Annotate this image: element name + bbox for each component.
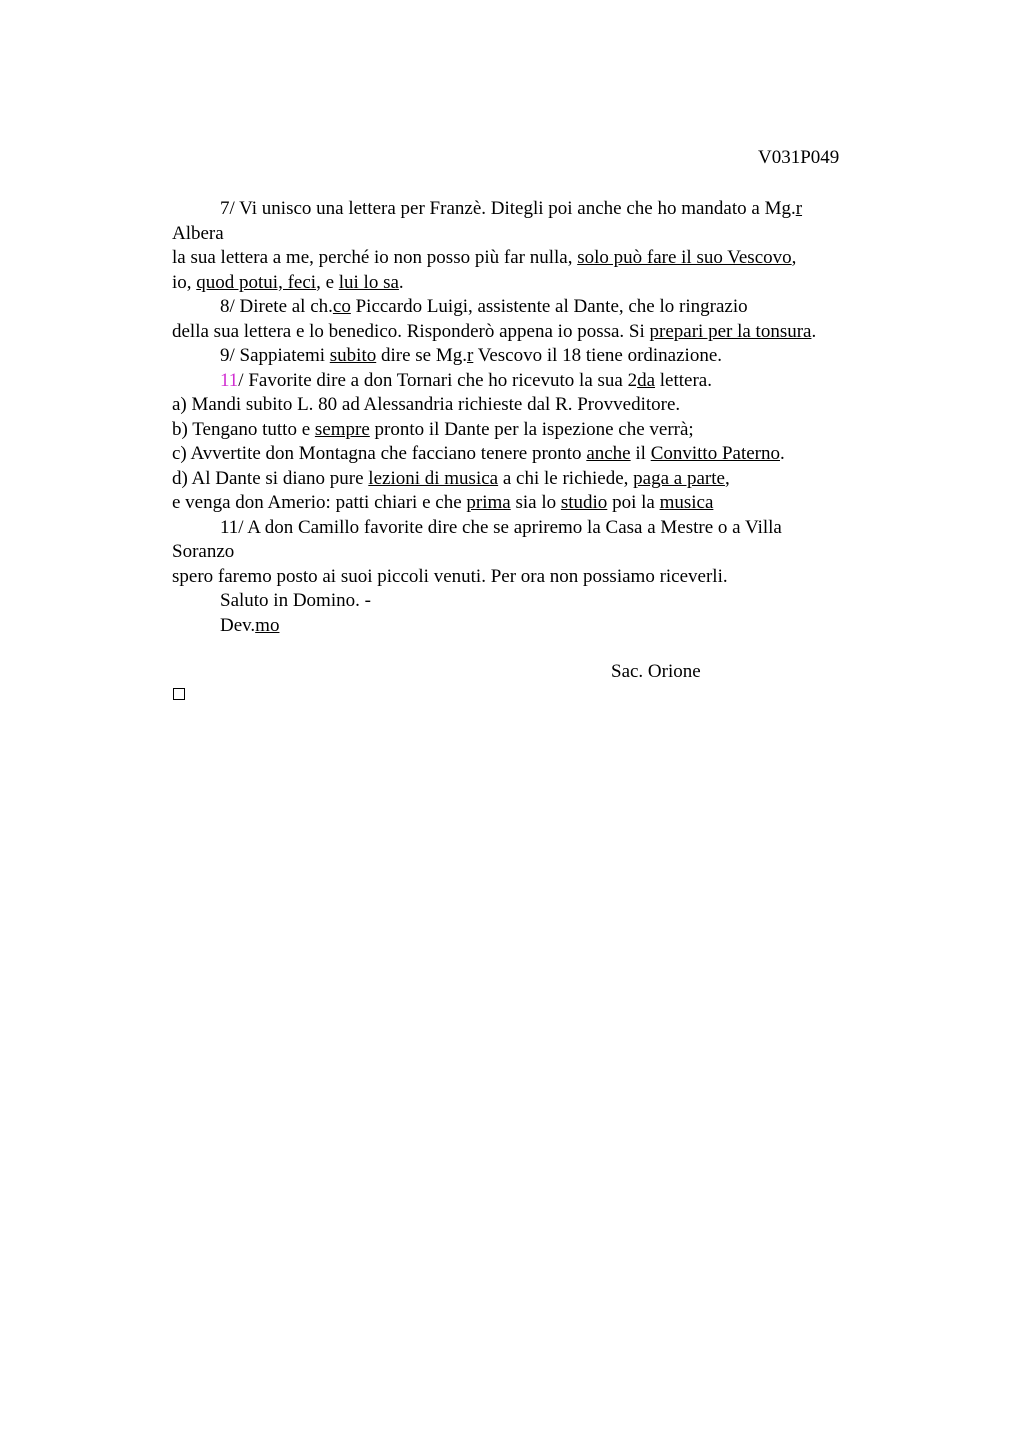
text-line [172, 246, 892, 271]
text-segment: a) Mandi subito L. 80 ad Alessandria richieste dal R. Provveditore. [172, 394, 681, 415]
highlighted-number: 11 [220, 369, 239, 391]
underlined-text: anche [586, 443, 631, 464]
text-segment: la sua lettera a me, perché io non posso più far nulla, [172, 247, 578, 268]
text-segment: 7/ Vi unisco una lettera per Franzè. Ditegli poi anche che ho mandato a Mg. [220, 198, 796, 219]
underlined-text: prepari per la tonsura [649, 320, 812, 342]
text-segment: . [780, 443, 785, 464]
text-segment: il [630, 443, 651, 464]
text-segment: Albera [172, 222, 224, 244]
underlined-text: sempre [314, 418, 370, 440]
text-segment: poi la [607, 492, 660, 513]
underlined-text: musica [659, 492, 714, 513]
underlined-text: studio [560, 492, 608, 513]
text-line [172, 589, 892, 614]
text-line [172, 516, 892, 541]
text-line [172, 393, 892, 418]
text-segment: sia lo [510, 492, 561, 513]
underlined-text: quod potui, feci [196, 271, 317, 293]
underlined-text: lui lo sa [338, 271, 399, 293]
text-segment: . [398, 271, 404, 293]
underlined-text: solo può fare il suo Vescovo [577, 247, 792, 268]
text-line [172, 271, 892, 296]
text-segment: e venga don Amerio: patti chiari e che [172, 492, 467, 513]
text-line [172, 222, 892, 247]
text-segment: , [724, 467, 730, 489]
text-segment: Dev. [220, 614, 256, 636]
text-segment: lettera. [655, 369, 712, 391]
text-segment: io, [172, 271, 197, 293]
text-segment: b) Tengano tutto e [172, 418, 315, 440]
document-reference-code: V031P049 [758, 147, 840, 168]
text-segment: Vescovo il 18 tiene ordinazione. [473, 345, 723, 366]
underlined-text: subito [329, 345, 377, 366]
text-segment: dire se Mg. [376, 345, 467, 366]
underlined-text: lezioni di musica [368, 467, 499, 489]
underlined-text: paga a parte [633, 467, 725, 489]
signature: Sac. Orione [611, 661, 701, 682]
text-line [172, 614, 892, 639]
text-line [172, 565, 892, 590]
underlined-text: Convitto Paterno [650, 443, 780, 464]
letter-body [172, 197, 892, 638]
text-segment: della sua lettera e lo benedico. Risponderò appena io possa. Si [172, 320, 650, 342]
text-segment: 11/ A don Camillo favorite dire che se apriremo la Casa a Mestre o a Villa [220, 516, 782, 538]
text-line [172, 344, 892, 369]
checkbox-square-icon [173, 688, 185, 700]
text-segment: c) Avvertite don Montagna che facciano tenere pronto [172, 443, 587, 464]
underlined-text: mo [255, 614, 280, 636]
text-segment: spero faremo posto ai suoi piccoli venuti. Per ora non possiamo riceverli. [172, 565, 728, 587]
text-segment: Piccardo Luigi, assistente al Dante, che lo ringrazio [350, 296, 748, 317]
text-segment: / Favorite dire a don Tornari che ho ricevuto la sua 2 [238, 369, 638, 391]
text-segment: , e [316, 271, 339, 293]
text-line [172, 540, 892, 565]
text-line [172, 491, 892, 516]
text-segment: 8/ Direte al ch. [220, 296, 333, 317]
text-segment: Saluto in Domino. - [220, 590, 371, 611]
text-line [172, 369, 892, 394]
text-line [172, 418, 892, 443]
text-segment: Soranzo [172, 541, 235, 562]
text-line [172, 442, 892, 467]
underlined-text: co [332, 296, 351, 317]
underlined-text: r [795, 198, 803, 219]
text-segment: , [791, 247, 797, 268]
text-line [172, 467, 892, 492]
text-segment: . [811, 320, 817, 342]
underlined-text: da [637, 369, 656, 391]
text-segment: a chi le richiede, [498, 467, 634, 489]
text-segment: d) Al Dante si diano pure [172, 467, 369, 489]
text-line [172, 197, 892, 222]
text-segment: 9/ Sappiatemi [220, 345, 330, 366]
underlined-text: r [466, 345, 474, 366]
text-line [172, 295, 892, 320]
text-segment: pronto il Dante per la ispezione che verrà; [369, 418, 694, 440]
underlined-text: prima [466, 492, 511, 513]
text-line [172, 320, 892, 345]
